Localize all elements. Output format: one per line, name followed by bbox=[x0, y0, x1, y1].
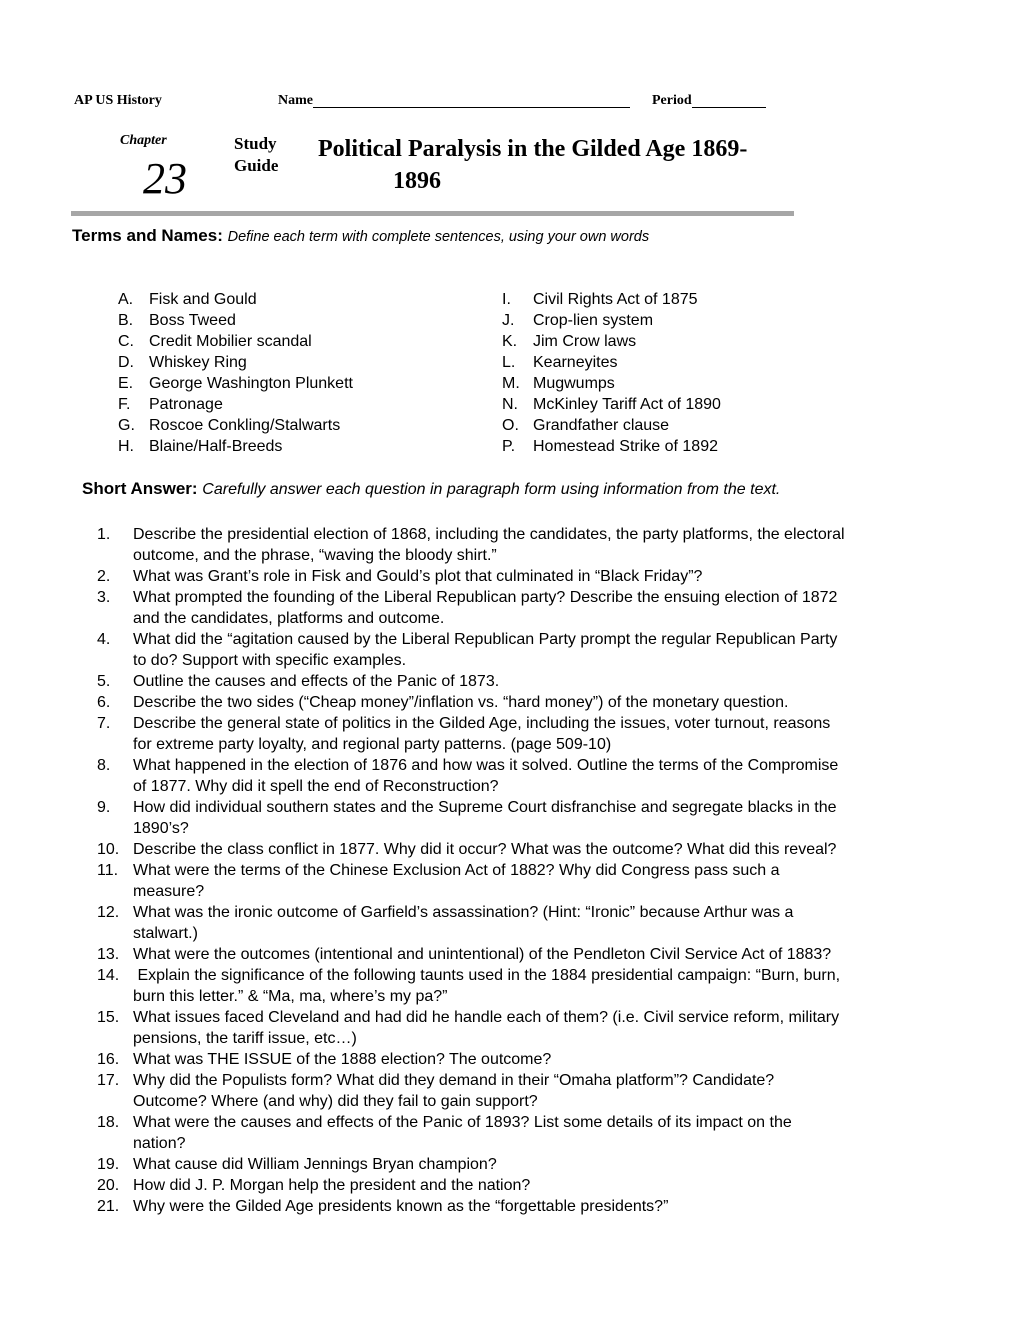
term-letter: A. bbox=[118, 291, 134, 308]
question-number: 4. bbox=[97, 631, 111, 648]
question-text-line: What issues faced Cleveland and had did he handle each of them? (i.e. Civil service reform, military bbox=[133, 1009, 840, 1026]
question-item bbox=[97, 566, 957, 587]
question-list bbox=[97, 524, 957, 1217]
term-letter: F. bbox=[118, 396, 131, 413]
term-item bbox=[118, 373, 353, 394]
terms-instruction: Define each term with complete sentences, using your own words bbox=[227, 229, 650, 245]
question-item bbox=[97, 629, 957, 671]
question-number: 21. bbox=[97, 1198, 120, 1215]
term-text: Jim Crow laws bbox=[533, 333, 637, 350]
term-letter: J. bbox=[502, 312, 515, 329]
term-letter: H. bbox=[118, 438, 134, 455]
question-item bbox=[97, 671, 957, 692]
question-number: 1. bbox=[97, 526, 111, 543]
period-blank[interactable] bbox=[692, 93, 766, 108]
short-answer-heading bbox=[82, 479, 780, 499]
question-text-line: What were the causes and effects of the Panic of 1893? List some details of its impact on the bbox=[133, 1114, 792, 1131]
question-number: 6. bbox=[97, 694, 111, 711]
period-field[interactable] bbox=[652, 93, 692, 109]
header-divider bbox=[71, 211, 794, 216]
question-item bbox=[97, 524, 957, 566]
question-item bbox=[97, 1049, 957, 1070]
question-item bbox=[97, 1070, 957, 1112]
page-title bbox=[318, 133, 818, 197]
question-item bbox=[97, 1112, 957, 1154]
chapter-label: Chapter bbox=[120, 133, 167, 148]
question-text-line: Outline the causes and effects of the Panic of 1873. bbox=[133, 673, 500, 690]
term-text: Crop-lien system bbox=[533, 312, 654, 329]
question-number: 3. bbox=[97, 589, 111, 606]
question-text-line: What were the outcomes (intentional and unintentional) of the Pendleton Civil Service Act of 1883? bbox=[133, 946, 832, 963]
question-number: 8. bbox=[97, 757, 111, 774]
short-answer-instruction: Carefully answer each question in paragraph form using information from the text. bbox=[202, 481, 781, 498]
term-item bbox=[118, 415, 353, 436]
term-item bbox=[118, 331, 353, 352]
question-text-line: Describe the presidential election of 1868, including the candidates, the party platforms, the electoral bbox=[133, 526, 845, 543]
question-item bbox=[97, 1175, 957, 1196]
question-text-line: Why were the Gilded Age presidents known as the “forgettable presidents?” bbox=[133, 1198, 669, 1215]
question-item bbox=[97, 1007, 957, 1049]
study-guide-label bbox=[234, 133, 278, 177]
question-number: 16. bbox=[97, 1051, 120, 1068]
term-text: Roscoe Conkling/Stalwarts bbox=[149, 417, 341, 434]
term-item bbox=[118, 352, 353, 373]
term-item bbox=[502, 373, 721, 394]
question-number: 13. bbox=[97, 946, 120, 963]
term-item bbox=[118, 289, 353, 310]
question-text-line: 1890’s? bbox=[133, 820, 189, 837]
short-answer-label: Short Answer: bbox=[82, 479, 198, 498]
question-number: 11. bbox=[97, 862, 119, 879]
term-letter: P. bbox=[502, 438, 516, 455]
term-letter: K. bbox=[502, 333, 518, 350]
terms-heading bbox=[72, 226, 649, 246]
term-text: Homestead Strike of 1892 bbox=[533, 438, 718, 455]
term-item bbox=[502, 310, 721, 331]
question-text-line: What were the terms of the Chinese Exclusion Act of 1882? Why did Congress pass such a bbox=[133, 862, 780, 879]
term-letter: D. bbox=[118, 354, 134, 371]
term-letter: M. bbox=[502, 375, 520, 392]
question-text-line: pensions, the tariff issue, etc…) bbox=[133, 1030, 357, 1047]
question-number: 18. bbox=[97, 1114, 120, 1131]
question-text-line: Describe the general state of politics in the Gilded Age, including the issues, voter turnout, reasons bbox=[133, 715, 831, 732]
question-text-line: Describe the two sides (“Cheap money”/inflation vs. “hard money”) of the monetary question. bbox=[133, 694, 789, 711]
question-number: 14. bbox=[97, 967, 120, 984]
question-text-line: burn this letter.” & “Ma, ma, where’s my pa?” bbox=[133, 988, 448, 1005]
term-text: Fisk and Gould bbox=[149, 291, 257, 308]
question-text-line: What was Grant’s role in Fisk and Gould’s plot that culminated in “Black Friday”? bbox=[133, 568, 703, 585]
terms-list-right bbox=[502, 289, 721, 457]
question-text-line: outcome, and the phrase, “waving the bloody shirt.” bbox=[133, 547, 497, 564]
question-item bbox=[97, 944, 957, 965]
term-letter: O. bbox=[502, 417, 519, 434]
title-line2: 1896 bbox=[393, 168, 441, 194]
term-text: Mugwumps bbox=[533, 375, 615, 392]
term-text: Civil Rights Act of 1875 bbox=[533, 291, 698, 308]
question-text-line: What prompted the founding of the Liberal Republican party? Describe the ensuing election of 1872 bbox=[133, 589, 838, 606]
term-letter: E. bbox=[118, 375, 134, 392]
term-text: Whiskey Ring bbox=[149, 354, 247, 371]
term-item bbox=[502, 436, 721, 457]
question-text-line: How did individual southern states and the Supreme Court disfranchise and segregate blacks in the bbox=[133, 799, 837, 816]
question-text-line: Describe the class conflict in 1877. Why did it occur? What was the outcome? What did this reveal? bbox=[133, 841, 837, 858]
term-item bbox=[118, 436, 353, 457]
question-number: 10. bbox=[97, 841, 120, 858]
question-text-line: What cause did William Jennings Bryan champion? bbox=[133, 1156, 497, 1173]
term-text: Credit Mobilier scandal bbox=[149, 333, 312, 350]
question-item bbox=[97, 797, 957, 839]
question-item bbox=[97, 860, 957, 902]
question-text-line: Outcome? Where (and why) did they fail to gain support? bbox=[133, 1093, 538, 1110]
question-number: 20. bbox=[97, 1177, 120, 1194]
question-text-line: What did the “agitation caused by the Liberal Republican Party prompt the regular Republican Party bbox=[133, 631, 838, 648]
question-number: 7. bbox=[97, 715, 111, 732]
term-text: Kearneyites bbox=[533, 354, 618, 371]
name-field[interactable] bbox=[278, 93, 313, 109]
term-letter: B. bbox=[118, 312, 134, 329]
study-guide-line2: Guide bbox=[234, 156, 279, 175]
term-item bbox=[118, 394, 353, 415]
question-number: 2. bbox=[97, 568, 111, 585]
question-number: 12. bbox=[97, 904, 120, 921]
question-text-line: Explain the significance of the following taunts used in the 1884 presidential campaign: “Burn, burn, bbox=[133, 967, 841, 984]
question-item bbox=[97, 965, 957, 1007]
term-item bbox=[502, 415, 721, 436]
question-item bbox=[97, 902, 957, 944]
question-item bbox=[97, 713, 957, 755]
question-text-line: to do? Support with specific examples. bbox=[133, 652, 407, 669]
question-number: 19. bbox=[97, 1156, 120, 1173]
name-blank[interactable] bbox=[313, 93, 630, 108]
course-label: AP US History bbox=[74, 93, 162, 108]
term-text: Blaine/Half-Breeds bbox=[149, 438, 283, 455]
terms-list-left bbox=[118, 289, 353, 457]
question-text-line: nation? bbox=[133, 1135, 186, 1152]
question-text-line: How did J. P. Morgan help the president and the nation? bbox=[133, 1177, 531, 1194]
question-item bbox=[97, 1196, 957, 1217]
name-label: Name bbox=[278, 93, 313, 108]
terms-heading-label: Terms and Names: bbox=[72, 226, 223, 245]
term-item bbox=[502, 394, 721, 415]
question-text-line: Why did the Populists form? What did they demand in their “Omaha platform”? Candidate? bbox=[133, 1072, 775, 1089]
term-text: Boss Tweed bbox=[149, 312, 236, 329]
question-text-line: What happened in the election of 1876 and how was it solved. Outline the terms of the Compromise bbox=[133, 757, 839, 774]
question-number: 5. bbox=[97, 673, 111, 690]
term-item bbox=[502, 352, 721, 373]
term-letter: G. bbox=[118, 417, 135, 434]
term-item bbox=[502, 289, 721, 310]
title-line1: Political Paralysis in the Gilded Age 1869- bbox=[318, 136, 748, 162]
question-item bbox=[97, 1154, 957, 1175]
question-number: 9. bbox=[97, 799, 111, 816]
question-text-line: What was THE ISSUE of the 1888 election? The outcome? bbox=[133, 1051, 552, 1068]
question-item bbox=[97, 692, 957, 713]
question-item bbox=[97, 587, 957, 629]
term-item bbox=[502, 331, 721, 352]
question-text-line: of 1877. Why did it spell the end of Reconstruction? bbox=[133, 778, 499, 795]
term-text: George Washington Plunkett bbox=[149, 375, 353, 392]
term-text: Patronage bbox=[149, 396, 223, 413]
question-item bbox=[97, 839, 957, 860]
chapter-number: 23 bbox=[143, 154, 187, 203]
term-letter: C. bbox=[118, 333, 134, 350]
term-letter: L. bbox=[502, 354, 516, 371]
question-text-line: for extreme party loyalty, and regional party patterns. (page 509-10) bbox=[133, 736, 612, 753]
term-text: McKinley Tariff Act of 1890 bbox=[533, 396, 721, 413]
period-label: Period bbox=[652, 93, 692, 108]
term-item bbox=[118, 310, 353, 331]
question-number: 17. bbox=[97, 1072, 120, 1089]
term-text: Grandfather clause bbox=[533, 417, 670, 434]
question-text-line: and the candidates, platforms and outcome. bbox=[133, 610, 445, 627]
question-text-line: stalwart.) bbox=[133, 925, 198, 942]
question-item bbox=[97, 755, 957, 797]
question-text-line: What was the ironic outcome of Garfield’s assassination? (Hint: “Ironic” because Arthur was a bbox=[133, 904, 794, 921]
term-letter: I. bbox=[502, 291, 511, 308]
term-letter: N. bbox=[502, 396, 518, 413]
question-text-line: measure? bbox=[133, 883, 205, 900]
study-guide-line1: Study bbox=[234, 134, 277, 153]
question-number: 15. bbox=[97, 1009, 120, 1026]
